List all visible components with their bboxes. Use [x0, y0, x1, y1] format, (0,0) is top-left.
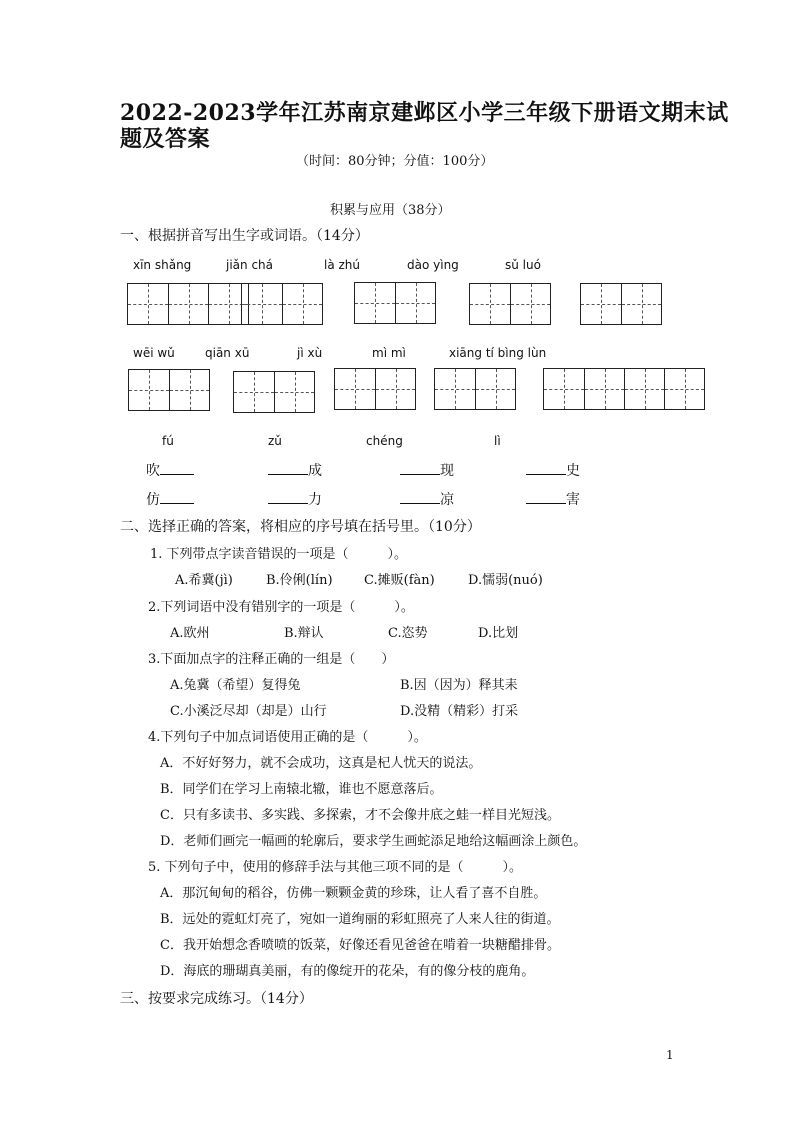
answer-blank[interactable] [160, 460, 194, 475]
option: D.懦弱(nuó) [468, 573, 543, 588]
answer-blank[interactable] [268, 460, 308, 475]
exam-time-score: （时间：80分钟；分值：100分） [296, 154, 494, 169]
option: D．老师们画完一幅画的轮廓后，要求学生画蛇添足地给这幅画涂上颜色。 [160, 834, 587, 849]
pinyin-label: jiǎn chá [226, 258, 273, 272]
page-title: 2022-2023学年江苏南京建邺区小学三年级下册语文期末试 [120, 100, 729, 126]
pinyin-label: sǔ luó [505, 258, 541, 272]
option: B.伶俐(lín) [266, 573, 333, 588]
char: 仿 [146, 492, 160, 508]
writing-grid[interactable] [543, 368, 705, 410]
part3-heading: 三、按要求完成练习。（14分） [120, 991, 313, 1007]
option: B．同学们在学习上南辕北辙，谁也不愿意落后。 [160, 782, 443, 797]
option: C．我开始想念香喷喷的饭菜，好像还看见爸爸在啃着一块糖醋排骨。 [160, 938, 560, 953]
answer-blank[interactable] [400, 489, 440, 504]
writing-grid[interactable] [128, 369, 210, 411]
char: 现 [440, 463, 454, 479]
option: C.小溪泛尽却（却是）山行 [170, 704, 327, 719]
fill-item [400, 460, 454, 480]
pinyin-label: dào yìng [407, 258, 459, 272]
page-title-continued: 题及答案 [120, 126, 211, 152]
option: D.没精（精彩）打采 [400, 704, 519, 719]
pinyin-label: zǔ [268, 434, 282, 448]
fill-item [526, 489, 580, 509]
answer-blank[interactable] [526, 460, 566, 475]
question-5: 5. 下列句子中，使用的修辞手法与其他三项不同的是（ ）。 [148, 860, 523, 875]
option: B．远处的霓虹灯亮了，宛如一道绚丽的彩虹照亮了人来人往的街道。 [160, 912, 560, 927]
pinyin-label: fú [162, 434, 174, 448]
answer-blank[interactable] [268, 489, 308, 504]
writing-grid[interactable] [354, 282, 436, 324]
char: 害 [566, 492, 580, 508]
pinyin-label: jì xù [297, 346, 323, 360]
fill-item [526, 460, 580, 480]
writing-grid[interactable] [127, 283, 249, 325]
page-number: 1 [666, 1048, 674, 1062]
option: D.比划 [478, 626, 519, 641]
fill-item [400, 489, 454, 509]
section-heading: 积累与应用（38分） [330, 203, 451, 218]
option: C.摊贩(fàn) [364, 573, 435, 588]
option: A．不好好努力，就不会成功，这真是杞人忧天的说法。 [160, 756, 482, 771]
answer-blank[interactable] [400, 460, 440, 475]
char: 吹 [146, 463, 160, 479]
char: 凉 [440, 492, 454, 508]
fill-item [268, 460, 322, 480]
option: C．只有多读书、多实践、多探索，才不会像井底之蛙一样目光短浅。 [160, 808, 560, 823]
part2-heading: 二、选择正确的答案，将相应的序号填在括号里。（10分） [120, 519, 481, 535]
pinyin-label: qiān xū [205, 346, 250, 360]
answer-blank[interactable] [526, 489, 566, 504]
writing-grid[interactable] [580, 283, 662, 325]
char: 成 [308, 463, 322, 479]
option: C.恣势 [388, 626, 428, 641]
option: A．那沉甸甸的稻谷，仿佛一颗颗金黄的珍珠，让人看了喜不自胜。 [160, 886, 547, 901]
option: B.辩认 [284, 626, 324, 641]
pinyin-label: xiāng tí bìng lùn [449, 346, 547, 360]
pinyin-label: xīn shǎng [133, 258, 192, 272]
writing-grid[interactable] [334, 368, 416, 410]
fill-item [146, 489, 194, 509]
question-2: 2.下列词语中没有错别字的一项是（ ）。 [148, 600, 414, 615]
writing-grid[interactable] [241, 283, 323, 325]
writing-grid[interactable] [469, 283, 551, 325]
char: 力 [308, 492, 322, 508]
part1-heading: 一、根据拼音写出生字或词语。（14分） [120, 228, 369, 244]
fill-item [146, 460, 194, 480]
option: A.欧州 [170, 626, 210, 641]
option: D．海底的珊瑚真美丽，有的像绽开的花朵，有的像分枝的鹿角。 [160, 964, 535, 979]
writing-grid[interactable] [233, 371, 315, 413]
pinyin-label: lì [494, 434, 501, 448]
question-3: 3.下面加点字的注释正确的一组是（ ） [148, 652, 395, 667]
writing-grid[interactable] [434, 368, 516, 410]
pinyin-label: mì mì [372, 346, 406, 360]
question-4: 4.下列句子中加点词语使用正确的是（ ）。 [148, 730, 427, 745]
answer-blank[interactable] [160, 489, 194, 504]
fill-item [268, 489, 322, 509]
char: 史 [566, 463, 580, 479]
pinyin-label: wēi wǔ [133, 346, 175, 360]
pinyin-label: là zhú [324, 258, 361, 272]
option: A.兔冀（希望）复得兔 [170, 678, 301, 693]
option: B.因（因为）释其耒 [400, 678, 518, 693]
pinyin-label: chéng [366, 434, 403, 448]
question-1: 1. 下列带点字读音错误的一项是（ ）。 [150, 547, 408, 562]
option: A.希冀(jì) [175, 573, 233, 588]
